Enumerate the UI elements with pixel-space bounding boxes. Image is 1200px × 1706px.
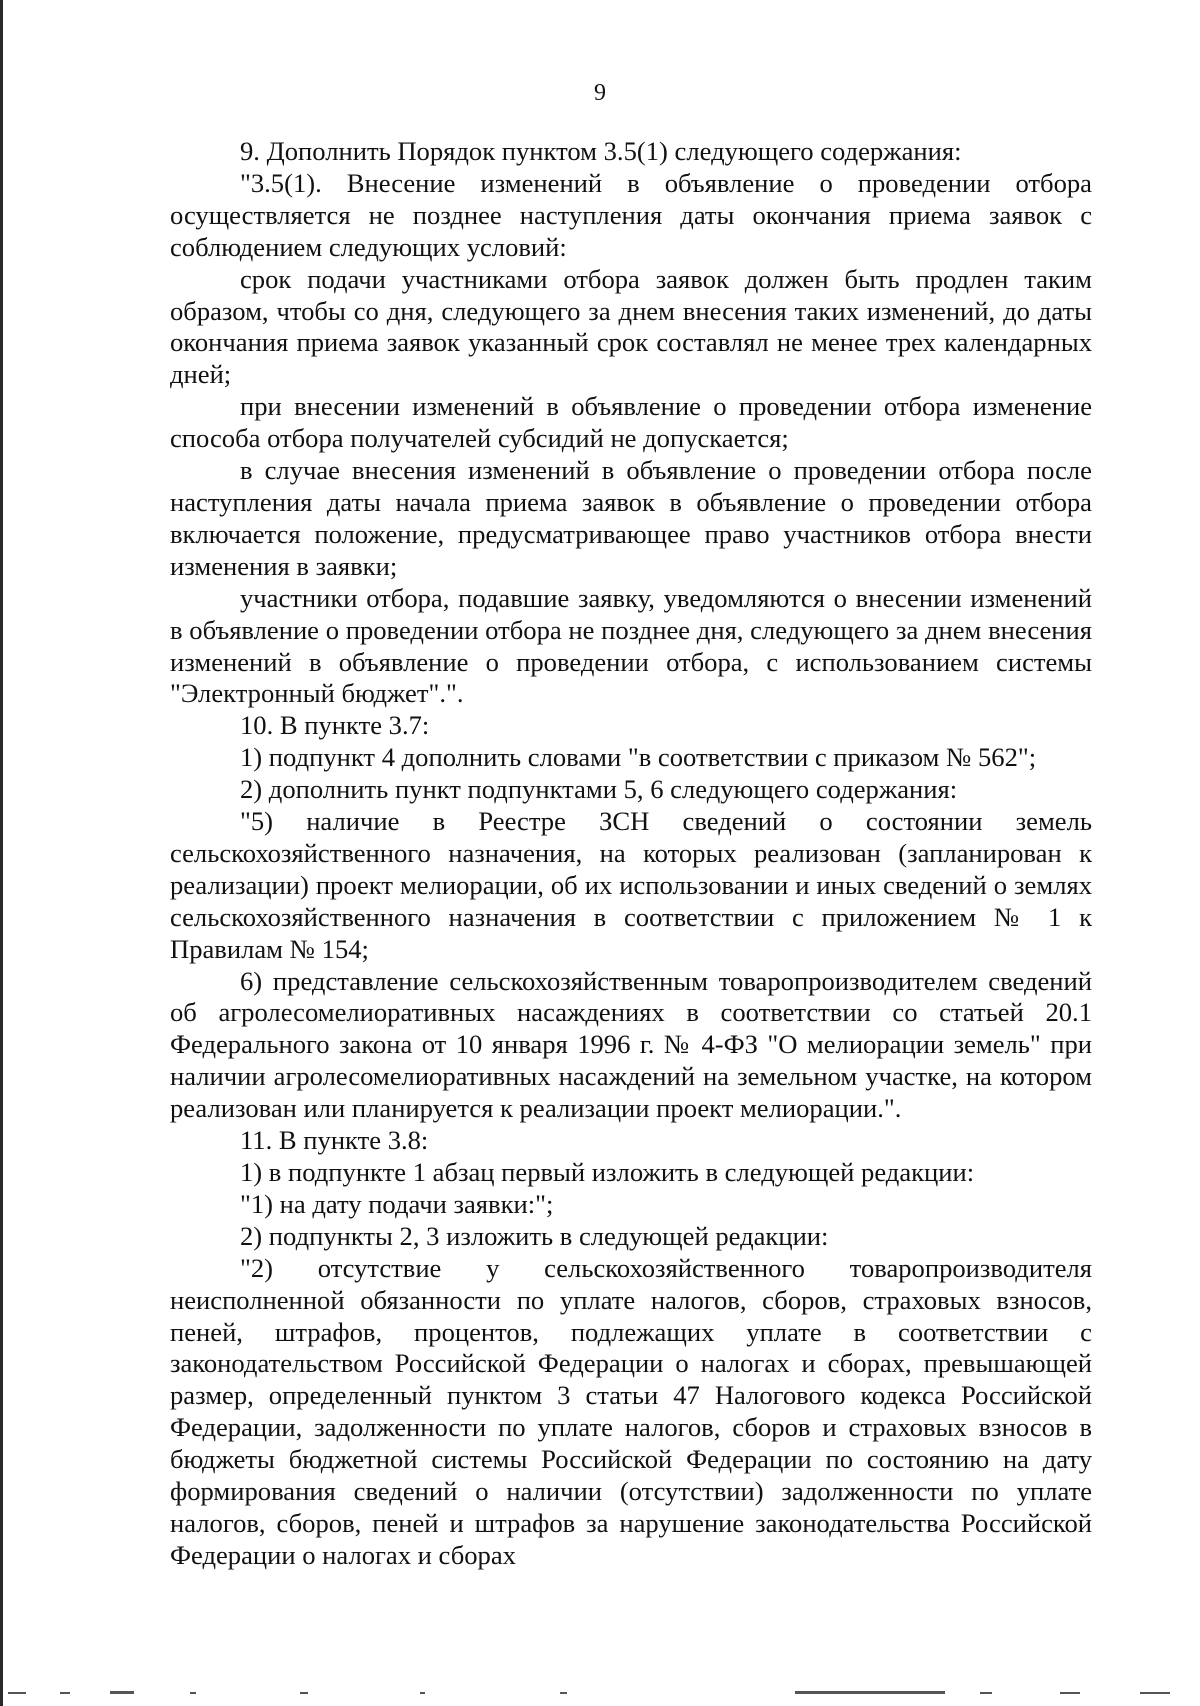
- scan-artifacts: [0, 1690, 1200, 1696]
- paragraph: 6) представление сельскохозяйственным товаропроизводителем сведений об агролесомелиоративных насаждениях в соответствии со статьей 20.1 Федерального закона от 10 января 1996 г. № 4-ФЗ "О мелиорации земель" при наличии агролесомелиоративных насаждений на земельном участке, на котором реализован или планируется к реализации проект мелиорации.".: [170, 965, 1092, 1124]
- paragraph: "3.5(1). Внесение изменений в объявление о проведении отбора осуществляется не позднее наступления даты окончания приема заявок с соблюдением следующих условий:: [170, 167, 1092, 262]
- paragraph: 1) подпункт 4 дополнить словами "в соответствии с приказом № 562";: [240, 742, 1037, 773]
- paragraph: "5) наличие в Реестре ЗСН сведений о состоянии земель сельскохозяйственного назначения, на которых реализован (запланирован к реализации) проект мелиорации, об их использовании и иных сведений о землях сельскохозяйственного назначения в соответствии с приложением № 1 к Правилам № 154;: [170, 806, 1092, 964]
- paragraph: 10. В пункте 3.7:: [240, 710, 430, 741]
- paragraph: "2) отсутствие у сельскохозяйственного товаропроизводителя неисполненной обязанности по уплате налогов, сборов, страховых взносов, пеней, штрафов, процентов, подлежащих уплате в соответствии с законодательством Российской Федерации о налогах и сборах, превышающей размер, определенный пунктом 3 статьи 47 Налогового кодекса Российской Федерации, задолженности по уплате налогов, сборов и страховых взносов в бюджеты бюджетной системы Российской Федерации по состоянию на дату формирования сведений о наличии (отсутствии) задолженности по уплате налогов, сборов, пеней и штрафов за нарушение законодательства Российской Федерации о налогах и сборах: [170, 1252, 1092, 1570]
- paragraph: 9. Дополнить Порядок пунктом 3.5(1) следующего содержания:: [240, 136, 962, 166]
- paragraph: 1) в подпункте 1 абзац первый изложить в следующей редакции:: [240, 1157, 975, 1187]
- paragraph: в случае внесения изменений в объявление о проведении отбора после наступления даты начала приема заявок в объявление о проведении отбора включается положение, предусматривающее право участников отбора внести изменения в заявки;: [170, 455, 1092, 581]
- paragraph: 2) дополнить пункт подпунктами 5, 6 следующего содержания:: [240, 774, 958, 805]
- document-body: [170, 136, 1092, 1572]
- paragraph: 11. В пункте 3.8:: [240, 1125, 429, 1156]
- paragraph: срок подачи участниками отбора заявок должен быть продлен таким образом, чтобы со дня, следующего за днем внесения таких изменений, до даты окончания приема заявок указанный срок составлял не менее трех календарных дней;: [170, 263, 1092, 390]
- paragraph: при внесении изменений в объявление о проведении отбора изменение способа отбора получателей субсидий не допускается;: [170, 391, 1092, 454]
- paragraph: "1) на дату подачи заявки:";: [240, 1188, 554, 1219]
- scan-left-edge: [0, 0, 3, 1706]
- paragraph: участники отбора, подавшие заявку, уведомляются о внесении изменений в объявление о проведении отбора не позднее дня, следующего за днем внесения изменений в объявление о проведении отбора, с использованием системы "Электронный бюджет".".: [170, 582, 1092, 709]
- page-number: 9: [594, 80, 606, 106]
- paragraph: 2) подпункты 2, 3 изложить в следующей редакции:: [240, 1220, 829, 1251]
